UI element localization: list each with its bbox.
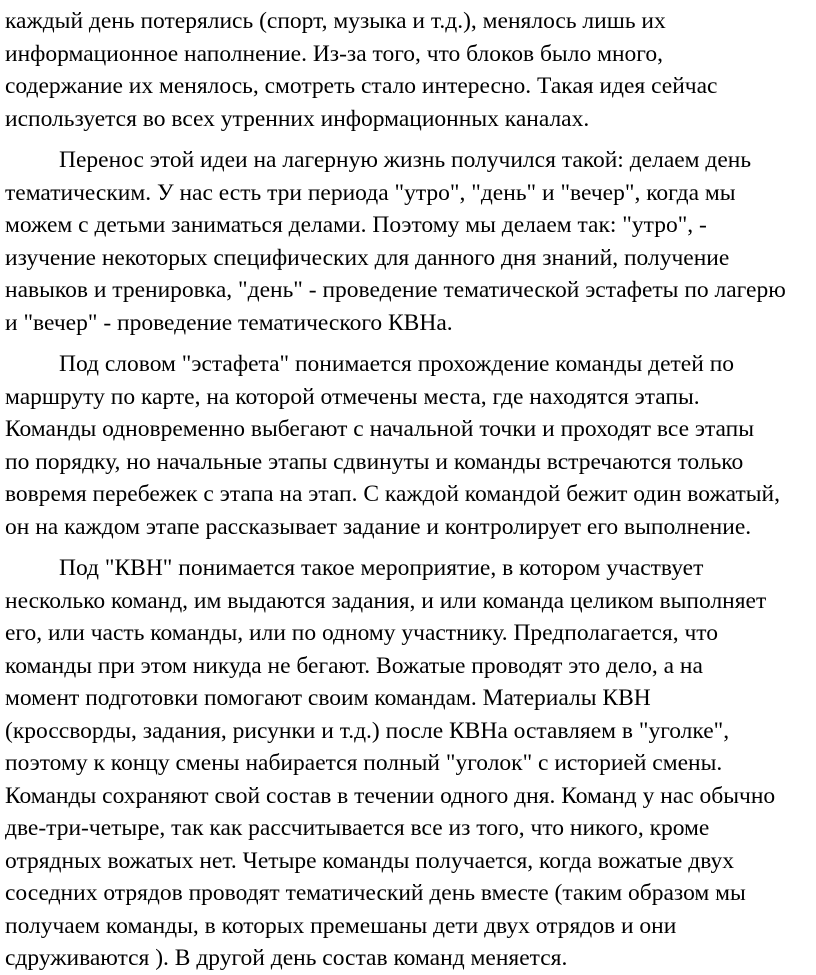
text-line: каждый день потерялись (спорт, музыка и т.д.), менялось лишь их [5, 8, 666, 34]
text-line: тематическим. У нас есть три периода "утро", "день" и "вечер", когда мы [5, 179, 736, 206]
paragraph-4 [5, 552, 811, 975]
text-line: он на каждом этапе рассказывает задание и контролирует его выполнение. [5, 513, 752, 540]
paragraph-1 [5, 5, 811, 135]
text-line: Под "КВН" понимается такое мероприятие, в котором участвует [59, 555, 704, 581]
paragraph-2 [5, 144, 811, 339]
text-line: команды при этом никуда не бегают. Вожатые проводят это дело, а на [5, 652, 703, 679]
text-line: отрядных вожатых нет. Четыре команды получается, когда вожатые двух [5, 847, 734, 874]
text-line: маршруту по карте, на которой отмечены места, где находятся этапы. [5, 383, 700, 410]
text-line: по порядку, но начальные этапы сдвинуты и команды встречаются только [5, 448, 744, 475]
text-line: Перенос этой идеи на лагерную жизнь получился такой: делаем день [59, 147, 752, 173]
text-line: изучение некоторых специфических для данного дня знаний, получение [5, 244, 730, 271]
text-line: содержание их менялось, смотреть стало интересно. Такая идея сейчас [5, 73, 718, 99]
text-line: получаем команды, в которых премешаны дети двух отрядов и они [5, 912, 677, 939]
text-line: поэтому к концу смены набирается полный "уголок" с историей смены. [5, 750, 723, 776]
text-line: навыков и тренировка, "день" - проведение тематической эстафеты по лагерю [5, 277, 786, 303]
text-line: (кроссворды, задания, рисунки и т.д.) после КВНа оставляем в "уголке", [5, 717, 730, 744]
text-line: сдруживаются ). В другой день состав команд меняется. [5, 945, 568, 971]
text-line: соседних отрядов проводят тематический день вместе (таким образом мы [5, 880, 746, 906]
text-line: используется во всех утренних информационных каналах. [5, 105, 590, 132]
text-line: можем с детьми заниматься делами. Поэтому мы делаем так: "утро", - [5, 212, 707, 238]
text-line: Команды сохраняют свой состав в течении одного дня. Команд у нас обычно [5, 782, 776, 809]
text-line: вовремя перебежек с этапа на этап. С каждой командой бежит один вожатый, [5, 481, 780, 507]
text-line: Под словом "эстафета" понимается прохождение команды детей по [59, 351, 735, 377]
text-line: информационное наполнение. Из-за того, что блоков было много, [5, 40, 663, 67]
text-line: его, или часть команды, или по одному участнику. Предполагается, что [5, 620, 719, 646]
paragraph-3 [5, 348, 811, 543]
text-line: момент подготовки помогают своим командам. Материалы КВН [5, 685, 651, 711]
text-line: несколько команд, им выдаются задания, и или команда целиком выполняет [5, 587, 767, 614]
text-line: Команды одновременно выбегают с начальной точки и проходят все этапы [5, 416, 755, 442]
document-page [5, 5, 811, 975]
text-line: и "вечер" - проведение тематического КВНа. [5, 309, 453, 336]
text-line: две-три-четыре, так как рассчитывается все из того, что никого, кроме [5, 815, 710, 841]
